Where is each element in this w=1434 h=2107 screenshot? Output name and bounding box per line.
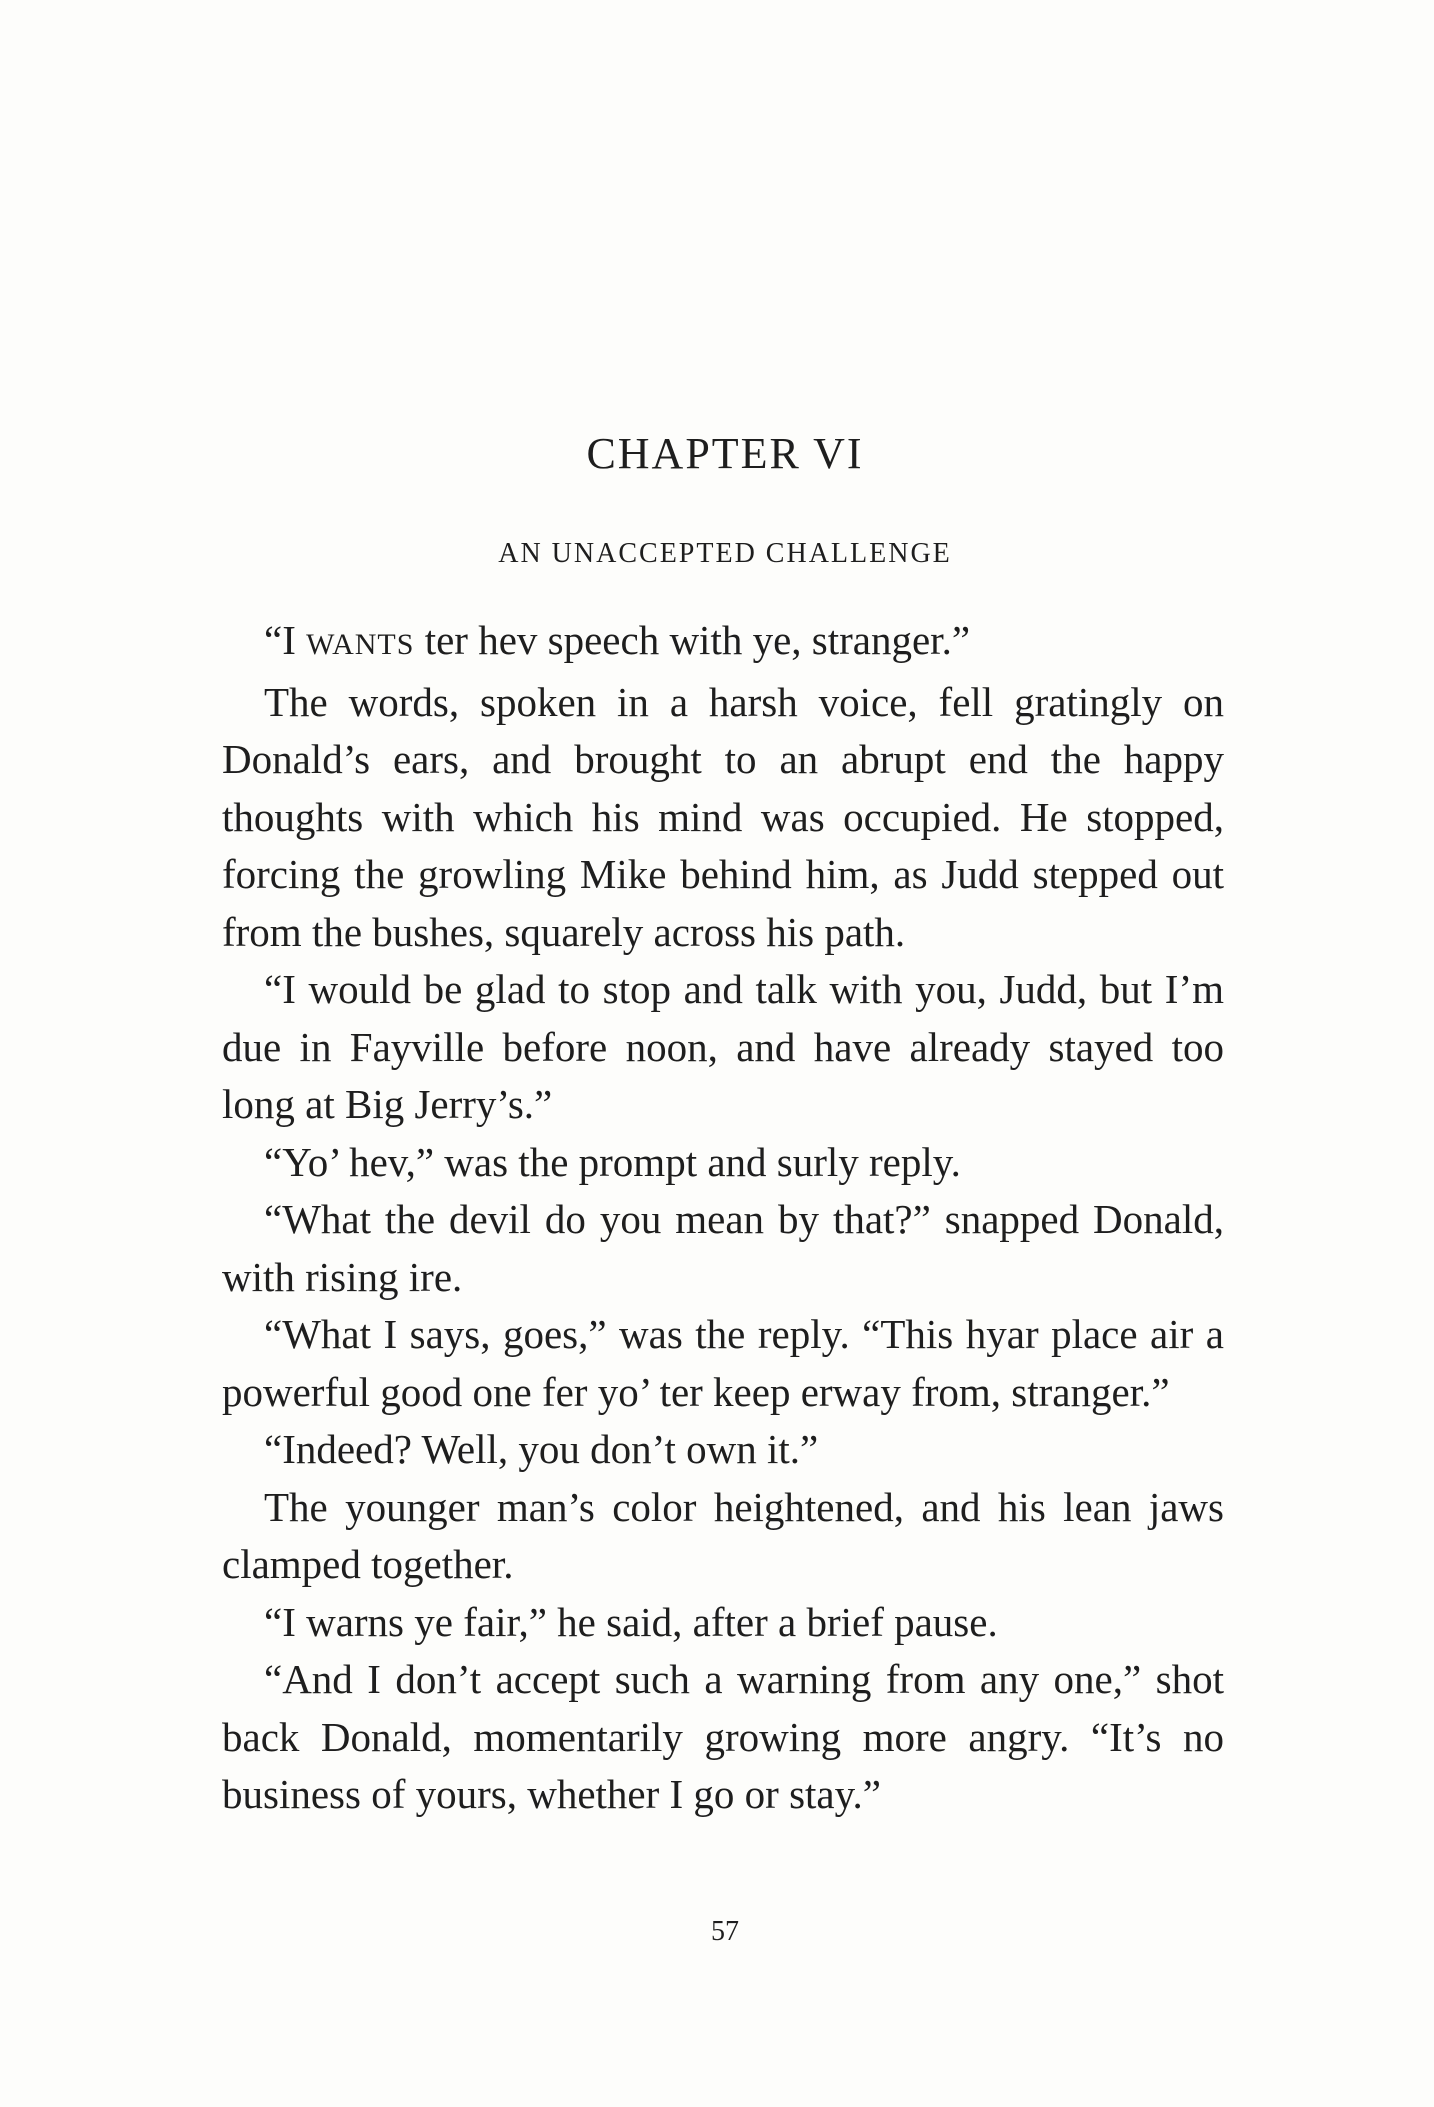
body-text (222, 612, 1224, 1824)
chapter-subtitle: AN UNACCEPTED CHALLENGE (498, 538, 952, 569)
opening-quote: “I (264, 617, 307, 663)
small-caps-word: WANTS (306, 628, 415, 661)
paragraph: The words, spoken in a harsh voice, fell gratingly on Donald’s ears, and brought to an abrupt end the happy thoughts with which his mind was occupied. He stopped, forcing the growling Mike behind him, as Judd stepped out from the bushes, squarely across his path. (222, 678, 1224, 955)
paragraph: “Indeed? Well, you don’t own it.” (264, 1426, 819, 1472)
paragraph: “What I says, goes,” was the reply. “This hyar place air a powerful good one fer yo’ ter keep erway from, stranger.” (222, 1311, 1224, 1415)
paragraph: The younger man’s color heightened, and his lean jaws clamped together. (222, 1483, 1224, 1587)
paragraph: “Yo’ hev,” was the prompt and surly reply. (264, 1138, 961, 1185)
paragraph: “I would be glad to stop and talk with you, Judd, but I’m due in Fayville before noon, and have already stayed too long at Big Jerry’s.” (222, 966, 1224, 1127)
paragraph (222, 612, 1224, 674)
paragraph-text: ter hev speech with ye, stranger.” (414, 617, 971, 663)
paragraph: “I warns ye fair,” he said, after a brief pause. (264, 1598, 998, 1645)
paragraph: “What the devil do you mean by that?” snapped Donald, with rising ire. (222, 1196, 1224, 1300)
chapter-title: CHAPTER VI (586, 429, 864, 478)
page-number: 57 (711, 1916, 739, 1947)
paragraph: “And I don’t accept such a warning from any one,” shot back Donald, momentarily growing more angry. “It’s no business of yours, whether I go or stay.” (222, 1656, 1224, 1817)
